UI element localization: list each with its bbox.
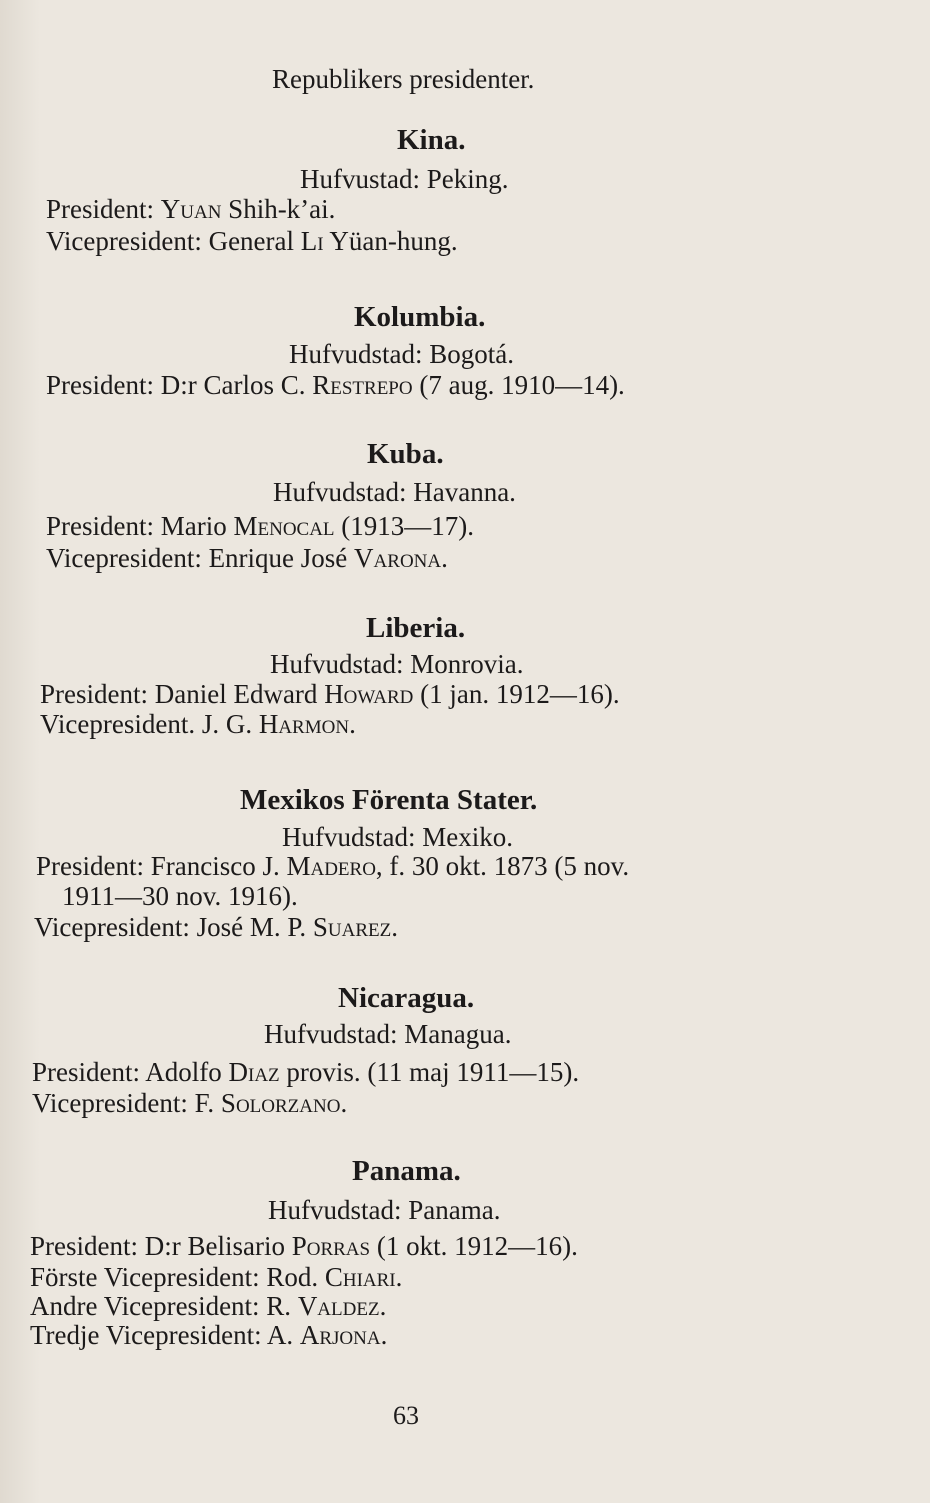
officer-line: President: D:r Carlos C. Restrepo (7 aug. 1910—14). xyxy=(46,370,625,400)
officer-line: Tredje Vicepresident: A. Arjona. xyxy=(30,1320,388,1350)
officer-line: Förste Vicepresident: Rod. Chiari. xyxy=(30,1262,403,1292)
capital-line: Hufvudstad: Bogotá. xyxy=(289,339,514,369)
capital-line: Hufvudstad: Mexiko. xyxy=(282,822,513,852)
officer-line: Vicepresident: General Li Yüan-hung. xyxy=(46,226,458,256)
section-title-panama: Panama. xyxy=(352,1155,461,1187)
officer-line: Vicepresident: Enrique José Varona. xyxy=(46,543,448,573)
officer-line: President: D:r Belisario Porras (1 okt. 1912—16). xyxy=(30,1231,578,1261)
capital-line: Hufvudstad: Monrovia. xyxy=(270,649,524,679)
officer-line: President: Daniel Edward Howard (1 jan. 1912—16). xyxy=(40,679,620,709)
section-title-nicaragua: Nicaragua. xyxy=(338,982,475,1014)
officer-line: President: Mario Menocal (1913—17). xyxy=(46,511,475,541)
running-head: Republikers presidenter. xyxy=(272,64,535,94)
section-title-mexiko: Mexikos Förenta Stater. xyxy=(240,784,538,816)
section-title-liberia: Liberia. xyxy=(366,612,466,644)
officer-line: Vicepresident: José M. P. Suarez. xyxy=(34,912,398,942)
officer-line: Vicepresident: F. Solorzano. xyxy=(32,1088,348,1118)
capital-line: Hufvustad: Peking. xyxy=(300,164,509,194)
section-title-kolumbia: Kolumbia. xyxy=(354,301,486,333)
section-title-kuba: Kuba. xyxy=(367,438,444,470)
capital-line: Hufvudstad: Panama. xyxy=(268,1195,501,1225)
capital-line: Hufvudstad: Havanna. xyxy=(273,477,516,507)
officer-line: President: Adolfo Diaz provis. (11 maj 1911—15). xyxy=(32,1057,580,1087)
officer-line: Andre Vicepresident: R. Valdez. xyxy=(30,1291,387,1321)
officer-line: Vicepresident. J. G. Harmon. xyxy=(40,709,356,739)
page-number: 63 xyxy=(393,1401,419,1430)
section-title-kina: Kina. xyxy=(397,124,466,156)
capital-line: Hufvudstad: Managua. xyxy=(264,1019,512,1049)
officer-line-continued: 1911—30 nov. 1916). xyxy=(62,881,298,911)
officer-line: President: Francisco J. Madero, f. 30 okt. 1873 (5 nov. xyxy=(36,851,630,881)
officer-line: President: Yuan Shih-k’ai. xyxy=(46,194,336,224)
